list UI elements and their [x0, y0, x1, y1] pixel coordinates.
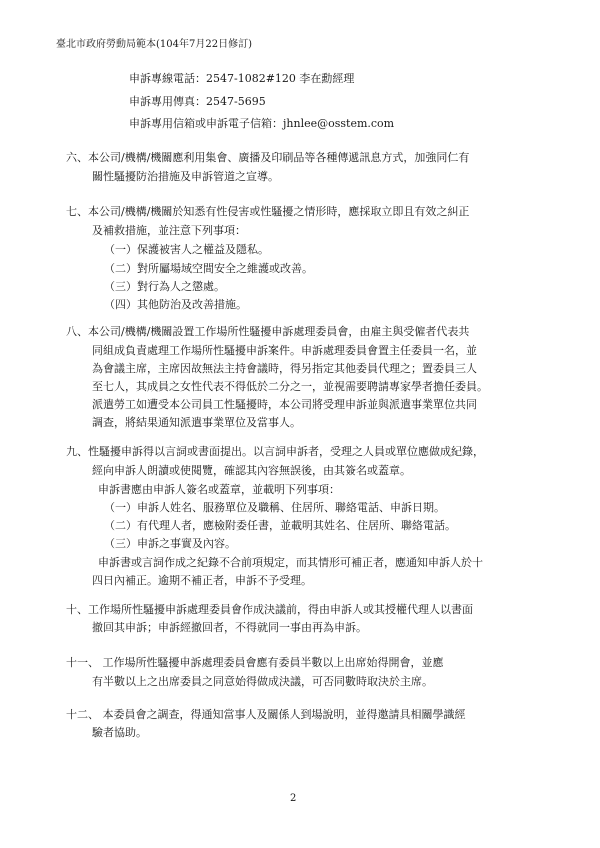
section-7-line-2: 及補救措施，並注意下列事項： [92, 224, 246, 237]
section-6-line-2: 關性騷擾防治措施及申訴管道之宣導。 [92, 170, 279, 183]
section-8-line-2: 同組成負責處理工作場所性騷擾申訴案件。申訴處理委員會置主任委員一名，並 [92, 344, 477, 357]
section-9-line-5: 四日內補正。逾期不補正者，申訴不予受理。 [92, 574, 312, 587]
section-9-line-2: 經向申訴人朗讀或使閱覽，確認其內容無誤後，由其簽名或蓋章。 [92, 464, 411, 477]
section-9-item-3: （三）申訴之事實及內容。 [104, 537, 236, 550]
section-7-line-1: 七、本公司/機構/機關於知悉有性侵害或性騷擾之情形時，應採取立即且有效之糾正 [66, 205, 470, 218]
contact-fax: 申訴專用傳真：2547-5695 [129, 95, 266, 108]
section-12-line-2: 驗者協助。 [92, 726, 147, 739]
section-7-item-1: （一）保護被害人之權益及隱私。 [104, 243, 269, 256]
contact-email: 申訴專用信箱或申訴電子信箱：jhnlee@osstem.com [129, 117, 395, 130]
document-header: 臺北市政府勞動局範本(104年7月22日修訂) [56, 39, 252, 50]
contact-phone: 申訴專線電話：2547-1082#120 李在勳經理 [129, 72, 355, 85]
section-8-line-5: 派遣勞工如遭受本公司員工性騷擾時，本公司將受理申訴並與派遣事業單位共同 [92, 398, 477, 411]
section-7-item-3: （三）對行為人之懲處。 [104, 280, 225, 293]
section-9-item-2: （二）有代理人者，應檢附委任書，並載明其姓名、住居所、聯絡電話。 [104, 519, 456, 532]
section-8-line-3: 為會議主席，主席因故無法主持會議時，得另指定其他委員代理之；置委員三人 [92, 362, 477, 375]
section-9-line-1: 九、性騷擾申訴得以言詞或書面提出。以言詞申訴者，受理之人員或單位應做成紀錄， [66, 445, 484, 458]
section-11-line-1: 十一、 工作場所性騷擾申訴處理委員會應有委員半數以上出席始得開會，並應 [66, 656, 444, 669]
section-10-line-1: 十、工作場所性騷擾申訴處理委員會作成決議前，得由申訴人或其授權代理人以書面 [66, 603, 473, 616]
section-10-line-2: 撤回其申訴；申訴經撤回者，不得就同一事由再為申訴。 [92, 621, 367, 634]
section-9-line-4: 申訴書或言詞作成之紀錄不合前項規定，而其情形可補正者，應通知申訴人於十 [98, 556, 483, 569]
section-8-line-4: 至七人，其成員之女性代表不得低於二分之一，並視需要聘請專家學者擔任委員。 [92, 380, 488, 393]
section-7-item-4: （四）其他防治及改善措施。 [104, 298, 247, 311]
section-12-line-1: 十二、 本委員會之調查，得通知當事人及關係人到場說明，並得邀請具相關學識經 [66, 708, 466, 721]
page-number: 2 [290, 793, 297, 804]
section-8-line-1: 八、本公司/機構/機關設置工作場所性騷擾申訴處理委員會，由雇主與受僱者代表共 [66, 325, 470, 338]
section-7-item-2: （二）對所屬場域空間安全之維護或改善。 [104, 262, 313, 275]
section-6-line-1: 六、本公司/機構/機關應利用集會、廣播及印刷品等各種傳遞訊息方式，加強同仁有 [66, 151, 470, 164]
section-8-line-6: 調查，將結果通知派遣事業單位及當事人。 [92, 416, 301, 429]
section-9-line-3: 申訴書應由申訴人簽名或蓋章，並載明下列事項： [98, 483, 340, 496]
section-9-item-1: （一）申訴人姓名、服務單位及職稱、住居所、聯絡電話、申訴日期。 [104, 501, 445, 514]
section-11-line-2: 有半數以上之出席委員之同意始得做成決議，可否同數時取決於主席。 [92, 675, 433, 688]
